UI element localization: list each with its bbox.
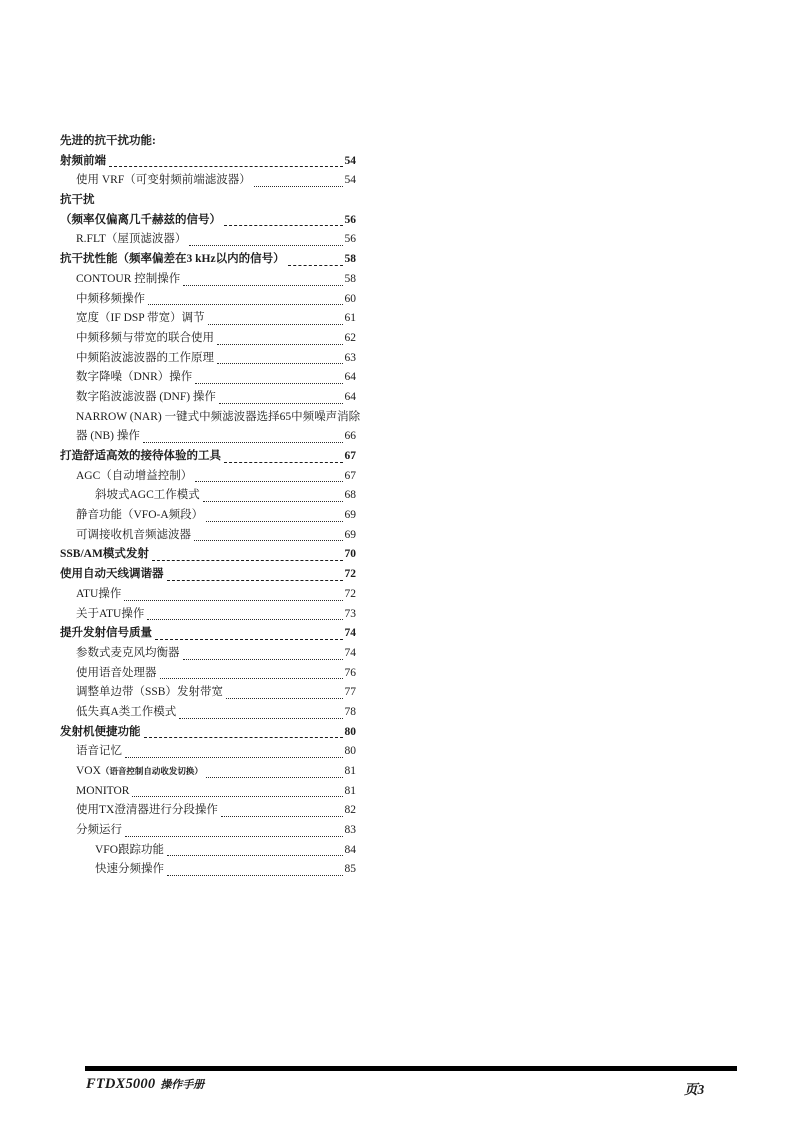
toc-entry-label: 使用TX澄清器进行分段操作 [76, 804, 218, 817]
toc-entry-label-small: （语音控制自动收发切换） [100, 766, 203, 776]
toc-entry-page: 84 [344, 843, 356, 856]
toc-entry [60, 821, 356, 841]
toc-leader [221, 816, 343, 817]
toc-entry [60, 486, 356, 506]
toc-entry-label: 中频移频操作 [76, 292, 145, 305]
footer-subtitle: 操作手册 [160, 1079, 205, 1091]
toc-entry-label: 低失真A类工作模式 [76, 705, 177, 718]
toc-entry-page: 78 [344, 705, 356, 718]
toc-entry [60, 171, 356, 191]
toc-entry-label: 调整单边带（SSB）发射带宽 [76, 686, 223, 699]
toc-entry [60, 152, 356, 172]
toc-leader [189, 245, 342, 246]
toc-entry-page: 69 [344, 509, 356, 522]
toc-leader [143, 442, 343, 443]
toc-entry-label: 中频陷波滤波器的工作原理 [76, 351, 214, 364]
toc-entry-label: 语音记忆 [76, 745, 122, 758]
toc-leader [152, 560, 343, 561]
toc-entry [60, 132, 356, 152]
toc-leader [219, 403, 343, 404]
toc-leader [167, 875, 343, 876]
toc-leader [226, 698, 343, 699]
toc-leader [125, 757, 343, 758]
toc-leader [167, 855, 342, 856]
toc-entry-label: 数字降噪（DNR）操作 [76, 371, 193, 384]
toc-leader [109, 166, 343, 167]
toc-entry [60, 762, 356, 782]
toc-entry-label: MONITOR [76, 784, 130, 797]
toc-leader [183, 285, 342, 286]
toc-entry-page: 58 [344, 253, 356, 266]
toc-entry [60, 545, 356, 565]
toc-entry-page: 72 [344, 587, 356, 600]
toc-leader [254, 186, 343, 187]
toc-entry-label: 抗干扰 [60, 194, 95, 207]
toc-entry-label: 关于ATU操作 [76, 607, 145, 620]
toc-entry-label: VFO跟踪功能 [95, 843, 165, 856]
toc-leader [132, 796, 342, 797]
toc-entry-label: 发射机便捷功能 [60, 725, 141, 738]
toc-entry-page: 54 [344, 154, 356, 167]
toc-entry-label: 宽度（IF DSP 带宽）调节 [76, 312, 205, 325]
toc-entry [60, 644, 356, 664]
toc-entry-label: AGC（自动增益控制） [76, 469, 193, 482]
toc-leader [125, 836, 343, 837]
toc-entry-page: 83 [344, 824, 356, 837]
toc-entry-label: （频率仅偏离几千赫兹的信号） [60, 213, 221, 226]
toc-entry [60, 250, 356, 270]
toc-entry-page: 70 [344, 548, 356, 561]
toc-entry [60, 211, 356, 231]
toc-entry-page: 66 [344, 430, 356, 443]
footer-brand: FTDX5000 [86, 1076, 156, 1092]
toc-entry-page: 74 [344, 627, 356, 640]
toc-leader [147, 619, 342, 620]
toc-entry [60, 841, 356, 861]
toc-entry [60, 447, 356, 467]
toc-leader [160, 678, 343, 679]
toc-entry-label: 斜坡式AGC工作模式 [95, 489, 200, 502]
toc-leader [224, 462, 343, 463]
toc-leader [203, 501, 343, 502]
toc-entry [60, 230, 356, 250]
toc-entry-label: NARROW (NAR) 一键式中频滤波器选择65中频噪声消除 [76, 410, 361, 423]
toc-entry-page: 56 [344, 213, 356, 226]
toc-entry [60, 467, 356, 487]
toc-entry-page: 80 [344, 725, 356, 738]
toc-leader [183, 659, 343, 660]
toc-leader [217, 344, 343, 345]
toc-entry-label: 参数式麦克风均衡器 [76, 646, 180, 659]
toc-entry-page: 60 [344, 292, 356, 305]
toc-leader [194, 540, 343, 541]
toc-entry [60, 664, 356, 684]
toc-entry-label: ATU操作 [76, 587, 122, 600]
toc-entry [60, 526, 356, 546]
toc-entry-page: 81 [344, 765, 356, 777]
toc-list [60, 132, 361, 880]
toc-entry-label: 打造舒适高效的接待体验的工具 [60, 450, 221, 462]
toc-entry [60, 782, 356, 802]
toc-entry-page: 73 [344, 607, 356, 620]
toc-leader [224, 225, 343, 226]
toc-entry [60, 801, 356, 821]
toc-entry-label: 数字陷波滤波器 (DNF) 操作 [76, 390, 216, 403]
toc-entry-page: 80 [344, 745, 356, 758]
toc-entry-label: 先进的抗干扰功能: [60, 135, 156, 147]
toc-entry-label: SSB/AM模式发射 [60, 548, 149, 561]
toc-leader [195, 481, 342, 482]
toc-entry-label: VOX [76, 765, 101, 777]
toc-entry [60, 368, 356, 388]
toc-entry [60, 624, 356, 644]
toc-entry-page: 54 [344, 174, 356, 187]
toc-entry-label: 分频运行 [76, 824, 122, 837]
toc-entry [60, 408, 361, 428]
toc-leader [208, 324, 343, 325]
toc-entry [60, 565, 356, 585]
toc-entry-page: 81 [344, 784, 356, 797]
toc-entry-label: CONTOUR 控制操作 [76, 272, 181, 285]
toc-entry-label: 中频移频与带宽的联合使用 [76, 331, 214, 344]
toc-entry-label: 使用语音处理器 [76, 666, 157, 679]
toc-entry [60, 742, 356, 762]
toc-entry-page: 63 [344, 351, 356, 364]
toc-entry-page: 85 [344, 863, 356, 876]
footer-manual-title [86, 1075, 204, 1093]
toc-entry-label: 抗干扰性能（频率偏差在3 kHz以内的信号） [60, 253, 285, 266]
toc-entry [60, 349, 356, 369]
toc-leader [179, 718, 342, 719]
toc-entry-label: 使用自动天线调谐器 [60, 568, 164, 581]
toc-entry-page: 77 [344, 686, 356, 699]
toc-entry-page: 61 [344, 312, 356, 325]
toc-leader [124, 600, 342, 601]
toc-entry [60, 270, 356, 290]
toc-leader [206, 777, 343, 778]
toc-entry [60, 683, 356, 703]
toc-entry-page: 76 [344, 666, 356, 679]
toc-entry [60, 860, 356, 880]
toc-entry [60, 309, 356, 329]
toc-entry-label: 可调接收机音频滤波器 [76, 528, 191, 541]
toc-entry-page: 67 [344, 469, 356, 482]
toc-entry [60, 191, 356, 211]
toc-leader [288, 265, 343, 266]
toc-entry [60, 329, 356, 349]
toc-entry-page: 69 [344, 528, 356, 541]
toc-entry-page: 56 [344, 233, 356, 246]
toc-entry-label: 快速分频操作 [95, 863, 164, 876]
toc-entry-page: 72 [344, 568, 356, 581]
footer-rule [85, 1066, 737, 1071]
toc-entry [60, 605, 356, 625]
toc-entry-page: 58 [344, 272, 356, 285]
toc-leader [148, 304, 343, 305]
toc-leader [195, 383, 342, 384]
toc-entry [60, 585, 356, 605]
toc-entry [60, 290, 356, 310]
toc-entry-label: 使用 VRF（可变射频前端滤波器） [76, 174, 251, 187]
toc-entry-label: R.FLT（屋顶滤波器） [76, 233, 187, 246]
toc-entry-label: 提升发射信号质量 [60, 627, 152, 640]
toc-entry [60, 506, 356, 526]
toc-entry-page: 67 [344, 450, 356, 462]
toc-entry-label: 器 (NB) 操作 [76, 430, 140, 443]
toc-entry-page: 74 [344, 646, 356, 659]
toc-leader [167, 580, 343, 581]
toc-entry-page: 64 [344, 390, 356, 403]
toc-leader [144, 737, 343, 738]
toc-entry-page: 64 [344, 371, 356, 384]
toc-entry-page: 68 [344, 489, 356, 502]
footer-page-number: 页3 [684, 1082, 705, 1097]
toc-leader [217, 363, 343, 364]
toc-entry [60, 723, 356, 743]
toc-entry-label: 射频前端 [60, 154, 106, 167]
toc-leader [206, 521, 342, 522]
toc-entry [60, 388, 356, 408]
toc-entry-page: 62 [344, 331, 356, 344]
toc-entry-label: 静音功能（VFO-A频段） [76, 509, 204, 522]
toc-entry [60, 427, 356, 447]
toc-entry [60, 703, 356, 723]
toc-leader [155, 639, 343, 640]
toc-entry-page: 82 [344, 804, 356, 817]
